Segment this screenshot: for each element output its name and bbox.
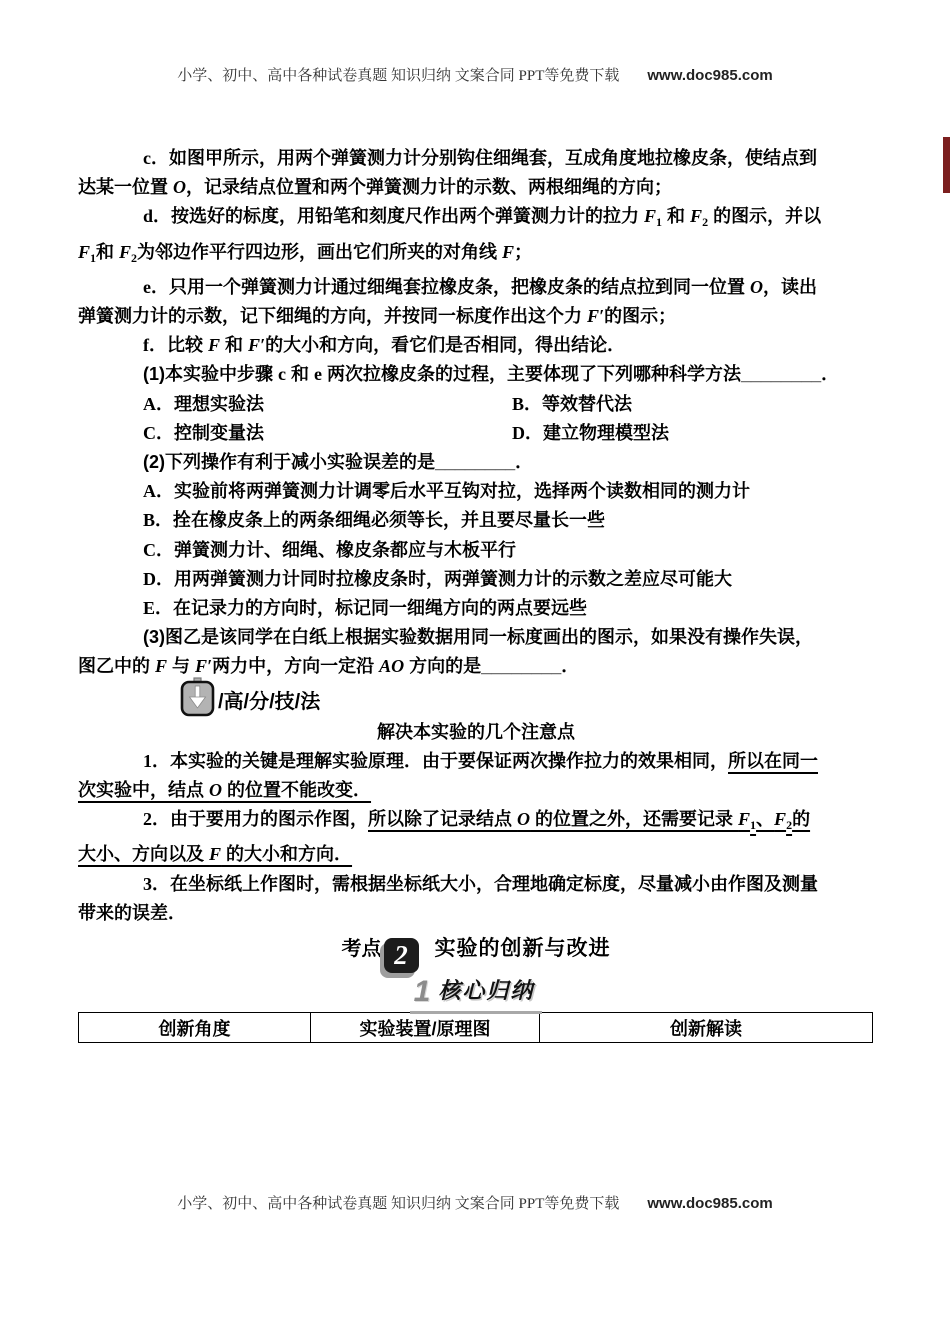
- text-segment: ．控制变量法: [156, 422, 264, 443]
- text-segment: (3)图乙是该同学在白纸上根据实验数据用同一标度画出的图示，如果没有操作失误，: [143, 627, 813, 648]
- text-segment: ．: [561, 656, 580, 677]
- text-segment: ．按选好的标度，用铅笔和刻度尺作出两个弹簧测力计的拉力: [153, 206, 645, 227]
- text-segment: F′: [195, 656, 213, 677]
- topic-prefix-label: 考点: [341, 938, 382, 961]
- text-segment: F: [644, 206, 657, 227]
- header-url-link[interactable]: www.doc985.com: [647, 67, 773, 84]
- text-line: [78, 565, 874, 594]
- text-segment: 两力中，方向一定沿: [212, 656, 380, 677]
- text-segment: F: [119, 241, 132, 262]
- table-header-innovation-interpretation: 创新解读: [540, 1013, 873, 1043]
- text-segment: C: [143, 422, 156, 443]
- text-segment: F: [738, 809, 751, 830]
- text-segment: F: [78, 241, 91, 262]
- text-segment: 弹簧测力计的示数，记下细绳的方向，并按同一标度作出这个力: [78, 306, 587, 327]
- text-segment: 2: [702, 215, 709, 230]
- text-segment: F: [690, 206, 703, 227]
- text-segment: ．等效替代法: [524, 393, 633, 414]
- text-segment: F: [774, 809, 787, 830]
- text-line: [78, 331, 874, 360]
- text-segment: B: [143, 510, 156, 531]
- text-segment: 2: [131, 250, 138, 265]
- text-line: [78, 448, 874, 477]
- text-segment: ．如图甲所示，用两个弹簧测力计分别钩住细绳套，互成角度地拉橡皮条，使结点到: [151, 148, 817, 168]
- text-segment: ．只用一个弹簧测力计通过细绳套拉橡皮条，把橡皮条的结点拉到同一位置: [151, 276, 750, 297]
- technique-label: /高/分/技/法: [218, 691, 321, 714]
- text-segment: 的图示，并以: [708, 206, 822, 227]
- footer-url-link[interactable]: www.doc985.com: [647, 1195, 773, 1212]
- text-segment: F′: [248, 335, 266, 356]
- text-segment: O: [209, 780, 223, 801]
- text-line: [78, 144, 874, 173]
- text-line: [78, 202, 874, 237]
- text-line: [78, 273, 874, 302]
- text-segment: 、: [756, 809, 775, 830]
- text-segment: D: [512, 422, 525, 443]
- option-column: [512, 394, 632, 414]
- text-segment: 和: [96, 241, 120, 262]
- text-segment: ．拴在橡皮条上的两条细绳必须等长，并且要尽量长一些: [155, 510, 606, 531]
- text-segment: O: [750, 276, 763, 297]
- text-segment: E: [143, 598, 156, 619]
- notes-block: [78, 747, 874, 928]
- text-segment: F: [208, 335, 221, 356]
- option-column: [143, 419, 512, 448]
- option-column: [143, 390, 512, 419]
- text-segment: 和: [286, 364, 315, 385]
- text-segment: 的大小和方向，看它们是否相同，得出结论．: [265, 335, 626, 356]
- text-segment: ，记录结点位置和两个弹簧测力计的示数、两根细绳的方向；: [186, 177, 673, 198]
- option-column: [512, 423, 669, 443]
- text-segment: ．比较: [149, 335, 209, 356]
- text-segment: 1: [656, 215, 663, 230]
- text-segment: AO: [379, 656, 405, 677]
- footer-watermark-text: 小学、初中、高中各种试卷真题 知识归纳 文案合同 PPT等免费下载: [177, 1196, 620, 1212]
- header-watermark-text: 小学、初中、高中各种试卷真题 知识归纳 文案合同 PPT等免费下载: [177, 68, 620, 84]
- text-segment: 带来的误差．: [78, 902, 186, 923]
- innovation-table: [78, 1012, 873, 1043]
- text-segment: c: [143, 148, 151, 168]
- table-header-apparatus-diagram: 实验装置/原理图: [311, 1013, 540, 1043]
- text-segment: (2)下列操作有利于减小实验误差的是: [143, 452, 435, 473]
- text-line: [78, 805, 874, 840]
- text-line: [78, 360, 874, 389]
- text-segment: 所以在同一: [728, 750, 818, 771]
- text-segment: 两次拉橡皮条的过程，主要体现了下列哪种科学方法: [322, 364, 742, 385]
- text-segment: A: [143, 481, 156, 502]
- text-line: [78, 776, 874, 805]
- text-segment: 方向的是: [404, 656, 482, 677]
- text-segment: 1: [143, 750, 152, 771]
- topic-header: [78, 932, 874, 974]
- technique-banner: [180, 682, 874, 718]
- text-segment: ．弹簧测力计、细绳、橡皮条都应与木板平行: [156, 539, 516, 560]
- experiment-steps-and-questions: [78, 144, 874, 682]
- text-line: [78, 840, 874, 869]
- text-segment: ，读出: [763, 276, 817, 297]
- text-line: [78, 870, 874, 899]
- text-segment: ．由于要用力的图示作图，: [152, 809, 368, 830]
- core-summary-inner: [410, 974, 543, 1014]
- text-line: [78, 302, 874, 331]
- core-number: 1: [413, 975, 431, 1009]
- text-segment: e: [143, 276, 151, 297]
- notes-heading: 解决本实验的几个注意点: [377, 721, 575, 742]
- table-header-row: [79, 1013, 873, 1043]
- scan-edge-artifact: [943, 137, 950, 193]
- answer-blank: ________: [481, 656, 562, 677]
- text-segment: F′: [587, 306, 605, 327]
- text-segment: ．: [821, 364, 840, 385]
- text-segment: 和: [662, 206, 691, 227]
- text-line: [78, 594, 874, 623]
- text-segment: 2: [143, 809, 152, 830]
- text-segment: 与: [167, 656, 196, 677]
- core-summary-banner: [78, 974, 874, 1009]
- text-segment: 为邻边作平行四边形，画出它们所夹的对角线: [137, 241, 503, 262]
- text-line: [78, 899, 874, 928]
- text-line: [78, 747, 874, 776]
- text-segment: ．实验前将两弹簧测力计调零后水平互钩对拉，选择两个读数相同的测力计: [156, 481, 750, 502]
- table-header-innovation-angle: 创新角度: [79, 1013, 311, 1043]
- text-segment: 所以除了记录结点: [368, 809, 518, 830]
- text-line: [78, 623, 874, 652]
- text-segment: F: [502, 241, 515, 262]
- text-segment: 的大小和方向．: [221, 844, 353, 865]
- text-segment: 3: [143, 873, 152, 894]
- answer-blank: ________: [741, 364, 822, 385]
- text-line: [78, 477, 874, 506]
- text-segment: e: [314, 364, 323, 385]
- text-segment: c: [278, 364, 286, 385]
- text-segment: ．本实验的关键是理解实验原理．由于要保证两次操作拉力的效果相同，: [152, 750, 728, 771]
- text-segment: ．: [515, 452, 534, 473]
- topic-number-badge: 2: [384, 938, 419, 973]
- topic-title: 实验的创新与改进: [434, 937, 611, 961]
- text-segment: 大小、方向以及: [78, 844, 210, 865]
- text-segment: 2: [786, 818, 793, 833]
- text-segment: 1: [750, 818, 757, 833]
- text-segment: 和: [220, 335, 249, 356]
- document-content: [78, 144, 874, 1043]
- text-line: [78, 506, 874, 535]
- text-segment: 的位置之外，还需要记录: [530, 809, 739, 830]
- text-segment: 次实验中，结点: [78, 780, 210, 801]
- text-segment: ；: [514, 241, 533, 262]
- page-header: [0, 64, 950, 85]
- text-segment: d: [143, 206, 154, 227]
- download-arrow-icon: [180, 677, 216, 722]
- text-line: [78, 173, 874, 202]
- text-segment: 的图示；: [604, 306, 677, 327]
- text-segment: ．建立物理模型法: [525, 422, 669, 443]
- text-segment: ．在记录力的方向时，标记同一细绳方向的两点要远些: [155, 598, 588, 619]
- text-segment: 图乙中的: [78, 656, 156, 677]
- core-label: 核心归纳: [438, 978, 535, 1004]
- text-segment: 的位置不能改变．: [222, 780, 372, 801]
- text-segment: F: [155, 656, 168, 677]
- text-segment: ．用两弹簧测力计同时拉橡皮条时，两弹簧测力计的示数之差应尽可能大: [156, 568, 732, 589]
- text-line: [78, 238, 874, 273]
- text-segment: ．在坐标纸上作图时，需根据坐标纸大小，合理地确定标度，尽量减小由作图及测量: [152, 873, 818, 894]
- text-line: [78, 419, 874, 448]
- text-segment: O: [517, 809, 531, 830]
- text-segment: 达某一位置: [78, 177, 174, 198]
- page-footer: [0, 1192, 950, 1213]
- text-segment: 1: [90, 250, 97, 265]
- text-segment: O: [173, 177, 187, 198]
- text-segment: f: [143, 335, 149, 356]
- text-segment: (1)本实验中步骤: [143, 364, 278, 385]
- answer-blank: ________: [435, 452, 516, 473]
- text-line: [78, 390, 874, 419]
- text-segment: A: [143, 393, 156, 414]
- text-line: [78, 536, 874, 565]
- text-segment: 的: [792, 809, 811, 830]
- text-segment: B: [512, 393, 525, 414]
- text-segment: ．理想实验法: [156, 393, 264, 414]
- text-segment: C: [143, 539, 156, 560]
- text-segment: D: [143, 568, 156, 589]
- text-segment: F: [209, 844, 222, 865]
